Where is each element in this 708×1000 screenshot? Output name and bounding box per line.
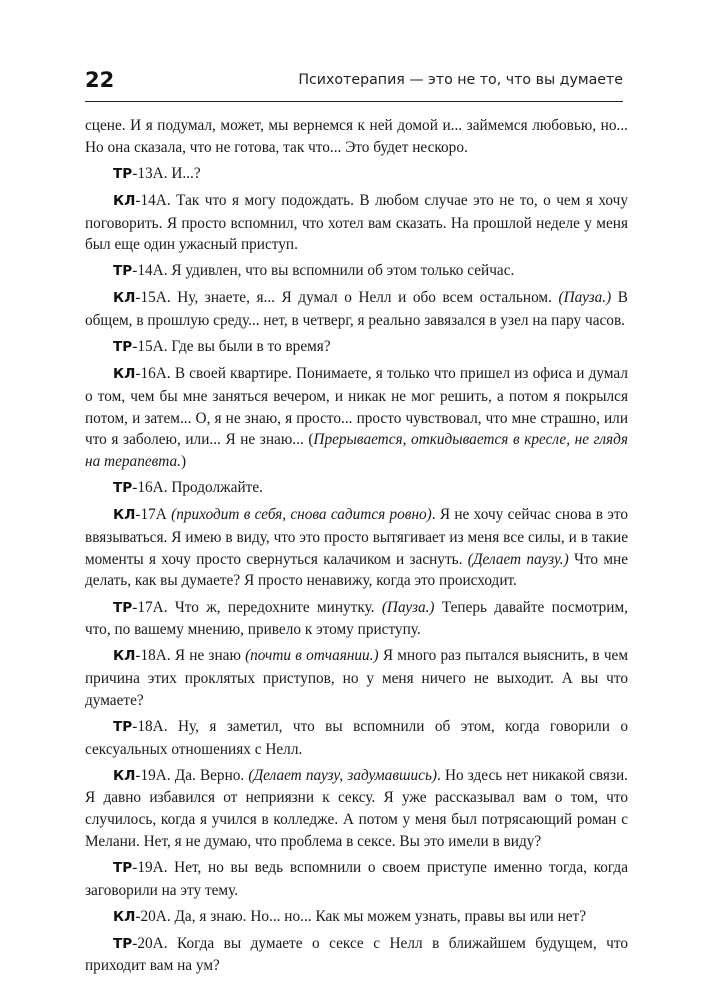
paragraph [85,363,628,473]
speaker-label: ТР [113,935,133,952]
paragraph-text: -16А. Продолжайте. [132,479,263,497]
paragraph-text: -13А. И...? [132,164,201,182]
paragraph-text: -18А. Ну, я заметил, что вы вспомнили об этом, когда говорили о сексуальных отношениях с Нелл. [85,717,628,758]
paragraph-text: -17А [135,506,172,524]
stage-direction: (Пауза.) [558,289,612,307]
paragraph-text: -20А. Да, я знаю. Но... но... Как мы можем узнать, правы вы или нет? [135,907,587,925]
paragraph-text: -16А. В своей квартире. Понимаете, я только что пришел из офиса и думал о том, чем бы мне заняться вечером, и никак не мог решить, а потом я покрылся потом, и затем... О, я не знаю, я просто... просто чувствовал, что мне страшно, или что я заболею, или... Я не знаю... ( [85,365,628,449]
speaker-label: ТР [113,718,133,735]
paragraph [85,857,628,901]
speaker-label: КЛ [113,192,136,209]
paragraph [85,716,628,760]
paragraph-text: ) [180,453,187,471]
paragraph-text: Я много раз пытался выяснить, в чем причина этих проклятых приступов, но у меня ничего не выходит. А вы что думаете? [85,647,629,709]
speaker-label: КЛ [113,908,136,925]
paragraph-text: -19А. Да. Верно. [135,766,249,784]
paragraph-text: Что мне делать, как вы думаете? Я просто ненавижу, когда это происходит. [85,550,628,590]
paragraph [85,477,628,500]
paragraph [85,645,628,711]
running-title: Психотерапия — это не то, что вы думаете [298,72,623,88]
paragraph-text: -14А. Я удивлен, что вы вспомнили об этом только сейчас. [132,262,515,280]
page-header [85,66,623,94]
paragraph [85,336,628,359]
stage-direction: (приходит в себя, снова садится ровно) [171,506,432,524]
stage-direction: Прерывается, откидывается в кресле, не глядя на терапевта. [85,431,628,471]
paragraph-text: -14А. Так что я могу подождать. В любом случае это не то, о чем я хочу поговорить. Я просто вспомнил, что хотел вам сказать. На прошлой неделе у меня был еще один ужасный приступ. [85,191,628,254]
paragraph-text: Теперь давайте посмотрим, что, по вашему мнению, привело к этому приступу. [85,598,628,639]
paragraph-text: сцене. И я подумал, может, мы вернемся к ней домой и... займемся любовью, но... Но она сказала, что не готова, так что... Это будет нескоро. [85,117,628,156]
speaker-label: КЛ [113,648,136,665]
paragraph-text: В общем, в прошлую среду... нет, в четверг, я реально завязался в узел на пару часов. [85,289,628,330]
paragraph [85,287,628,331]
header-rule [85,101,623,102]
paragraph [85,906,628,929]
stage-direction: (почти в отчаянии.) [245,647,379,665]
speaker-label: ТР [113,859,133,876]
paragraph [85,504,628,592]
stage-direction: (Делает паузу.) [467,550,569,568]
speaker-label: ТР [113,339,133,356]
paragraph [85,115,628,158]
paragraph-text: -17А. Что ж, передохните минутку. [132,598,382,616]
speaker-label: КЛ [113,366,136,383]
paragraph-text: -19А. Нет, но вы ведь вспомнили о своем приступе именно тогда, когда заговорили на эту тему. [85,858,628,899]
paragraph [85,765,628,853]
paragraph-text: -15А. Где вы были в то время? [132,338,331,356]
speaker-label: КЛ [113,507,136,524]
speaker-label: КЛ [113,290,136,307]
paragraph [85,597,628,641]
body-text [85,115,628,982]
speaker-label: ТР [113,165,133,182]
paragraph-text: -18А. Я не знаю [135,647,246,665]
paragraph [85,163,628,186]
paragraph-text: . Но здесь нет никакой связи. Я давно избавился от неприязни к сексу. Я уже рассказывал вам о том, что случилось, когда я учился в колледже. А потом у меня был потрясающий роман с Мелани. Нет, я не думаю, что проблема в сексе. Вы это имели в виду? [85,766,628,850]
paragraph [85,190,628,256]
paragraph [85,933,628,977]
page-number: 22 [85,68,115,92]
paragraph-text: -20А. Когда вы думаете о сексе с Нелл в ближайшем будущем, что приходит вам на ум? [85,934,628,975]
speaker-label: ТР [113,263,133,280]
speaker-label: КЛ [113,767,136,784]
stage-direction: (Пауза.) [381,598,435,616]
paragraph [85,260,628,283]
stage-direction: (Делает паузу, задумавшись) [248,766,438,784]
speaker-label: ТР [113,480,133,497]
paragraph-text: -15А. Ну, знаете, я... Я думал о Нелл и обо всем остальном. [135,289,559,307]
speaker-label: ТР [113,599,133,616]
paragraph-text: . Я не хочу сейчас снова в это ввязываться. Я имею в виду, что это просто вытягивает из меня все силы, и в такие моменты я хочу просто свернуться калачиком и заснуть. [85,506,628,568]
